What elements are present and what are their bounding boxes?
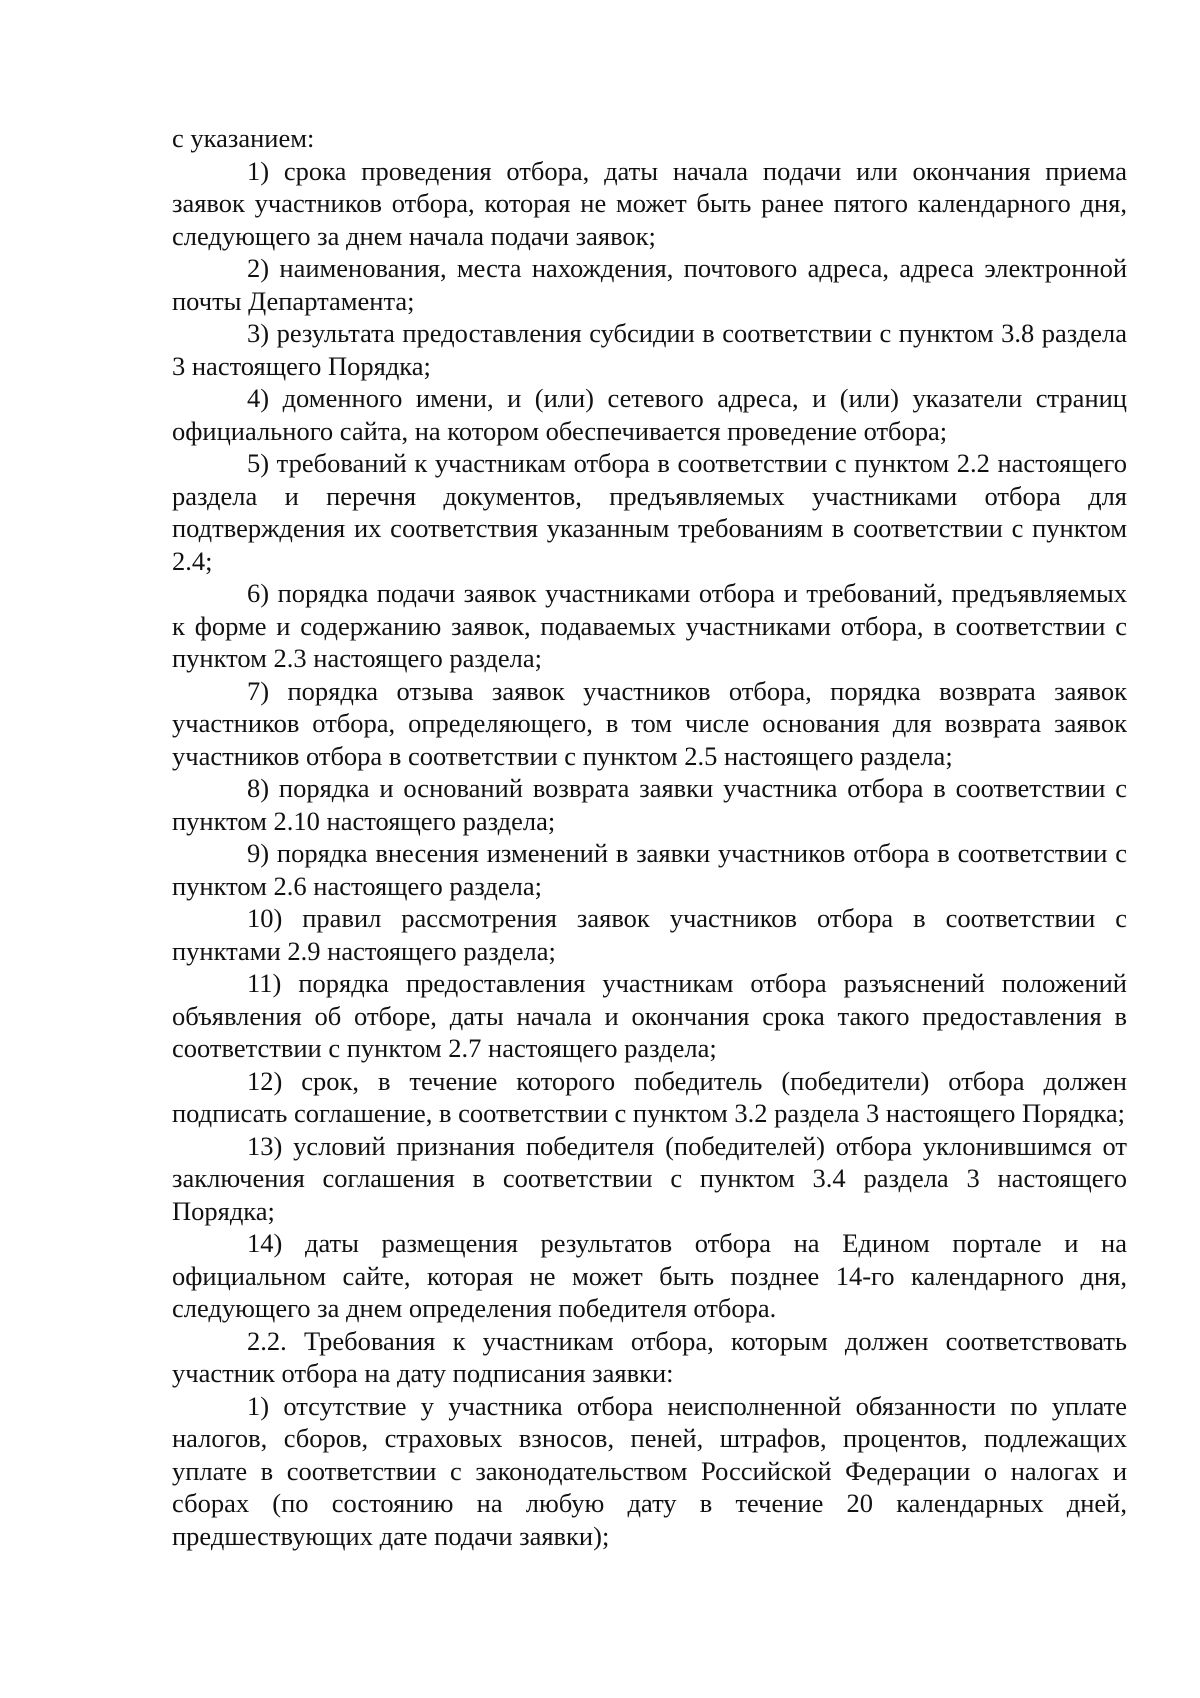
list-item-3: 3) результата предоставления субсидии в соответствии с пунктом 3.8 раздела 3 настоящего Порядка; [172,318,1127,381]
list-item-2: 2) наименования, места нахождения, почтового адреса, адреса электронной почты Департамента; [172,253,1127,316]
list-item-7: 7) порядка отзыва заявок участников отбора, порядка возврата заявок участников отбора, определяющего, в том числе основания для возврата заявок участников отбора в соответствии с пунктом 2.5 настоящего раздела; [172,675,1127,771]
list-item-10: 10) правил рассмотрения заявок участников отбора в соответствии с пунктами 2.9 настоящего раздела; [172,903,1127,966]
document-body [172,122,1127,1552]
list-item-12: 12) срок, в течение которого победитель (победители) отбора должен подписать соглашение, в соответствии с пунктом 3.2 раздела 3 настоящего Порядка; [172,1065,1127,1128]
list-item-4: 4) доменного имени, и (или) сетевого адреса, и (или) указатели страниц официального сайта, на котором обеспечивается проведение отбора; [172,383,1127,446]
list-item-5: 5) требований к участникам отбора в соответствии с пунктом 2.2 настоящего раздела и перечня документов, предъявляемых участниками отбора для подтверждения их соответствия указанным требованиям в соответствии с пунктом 2.4; [172,448,1127,576]
section-2-2-heading: 2.2. Требования к участникам отбора, которым должен соответствовать участник отбора на дату подписания заявки: [172,1325,1127,1388]
list-item-13: 13) условий признания победителя (победителей) отбора уклонившимся от заключения соглашения в соответствии с пунктом 3.4 раздела 3 настоящего Порядка; [172,1130,1127,1226]
requirement-item-1: 1) отсутствие у участника отбора неисполненной обязанности по уплате налогов, сборов, страховых взносов, пеней, штрафов, процентов, подлежащих уплате в соответствии с законодательством Российской Федерации о налогах и сборах (по состоянию на любую дату в течение 20 календарных дней, предшествующих дате подачи заявки); [172,1390,1127,1551]
list-item-6: 6) порядка подачи заявок участниками отбора и требований, предъявляемых к форме и содержанию заявок, подаваемых участниками отбора, в соответствии с пунктом 2.3 настоящего раздела; [172,578,1127,673]
list-item-8: 8) порядка и оснований возврата заявки участника отбора в соответствии с пунктом 2.10 настоящего раздела; [172,773,1127,836]
paragraph-intro: с указанием: [172,123,315,153]
list-item-11: 11) порядка предоставления участникам отбора разъяснений положений объявления об отборе, даты начала и окончания срока такого предоставления в соответствии с пунктом 2.7 настоящего раздела; [172,968,1127,1063]
list-item-1: 1) срока проведения отбора, даты начала подачи или окончания приема заявок участников отбора, которая не может быть ранее пятого календарного дня, следующего за днем начала подачи заявок; [172,155,1127,251]
list-item-9: 9) порядка внесения изменений в заявки участников отбора в соответствии с пунктом 2.6 настоящего раздела; [172,838,1127,901]
list-item-14: 14) даты размещения результатов отбора на Едином портале и на официальном сайте, которая не может быть позднее 14-го календарного дня, следующего за днем определения победителя отбора. [172,1228,1127,1323]
